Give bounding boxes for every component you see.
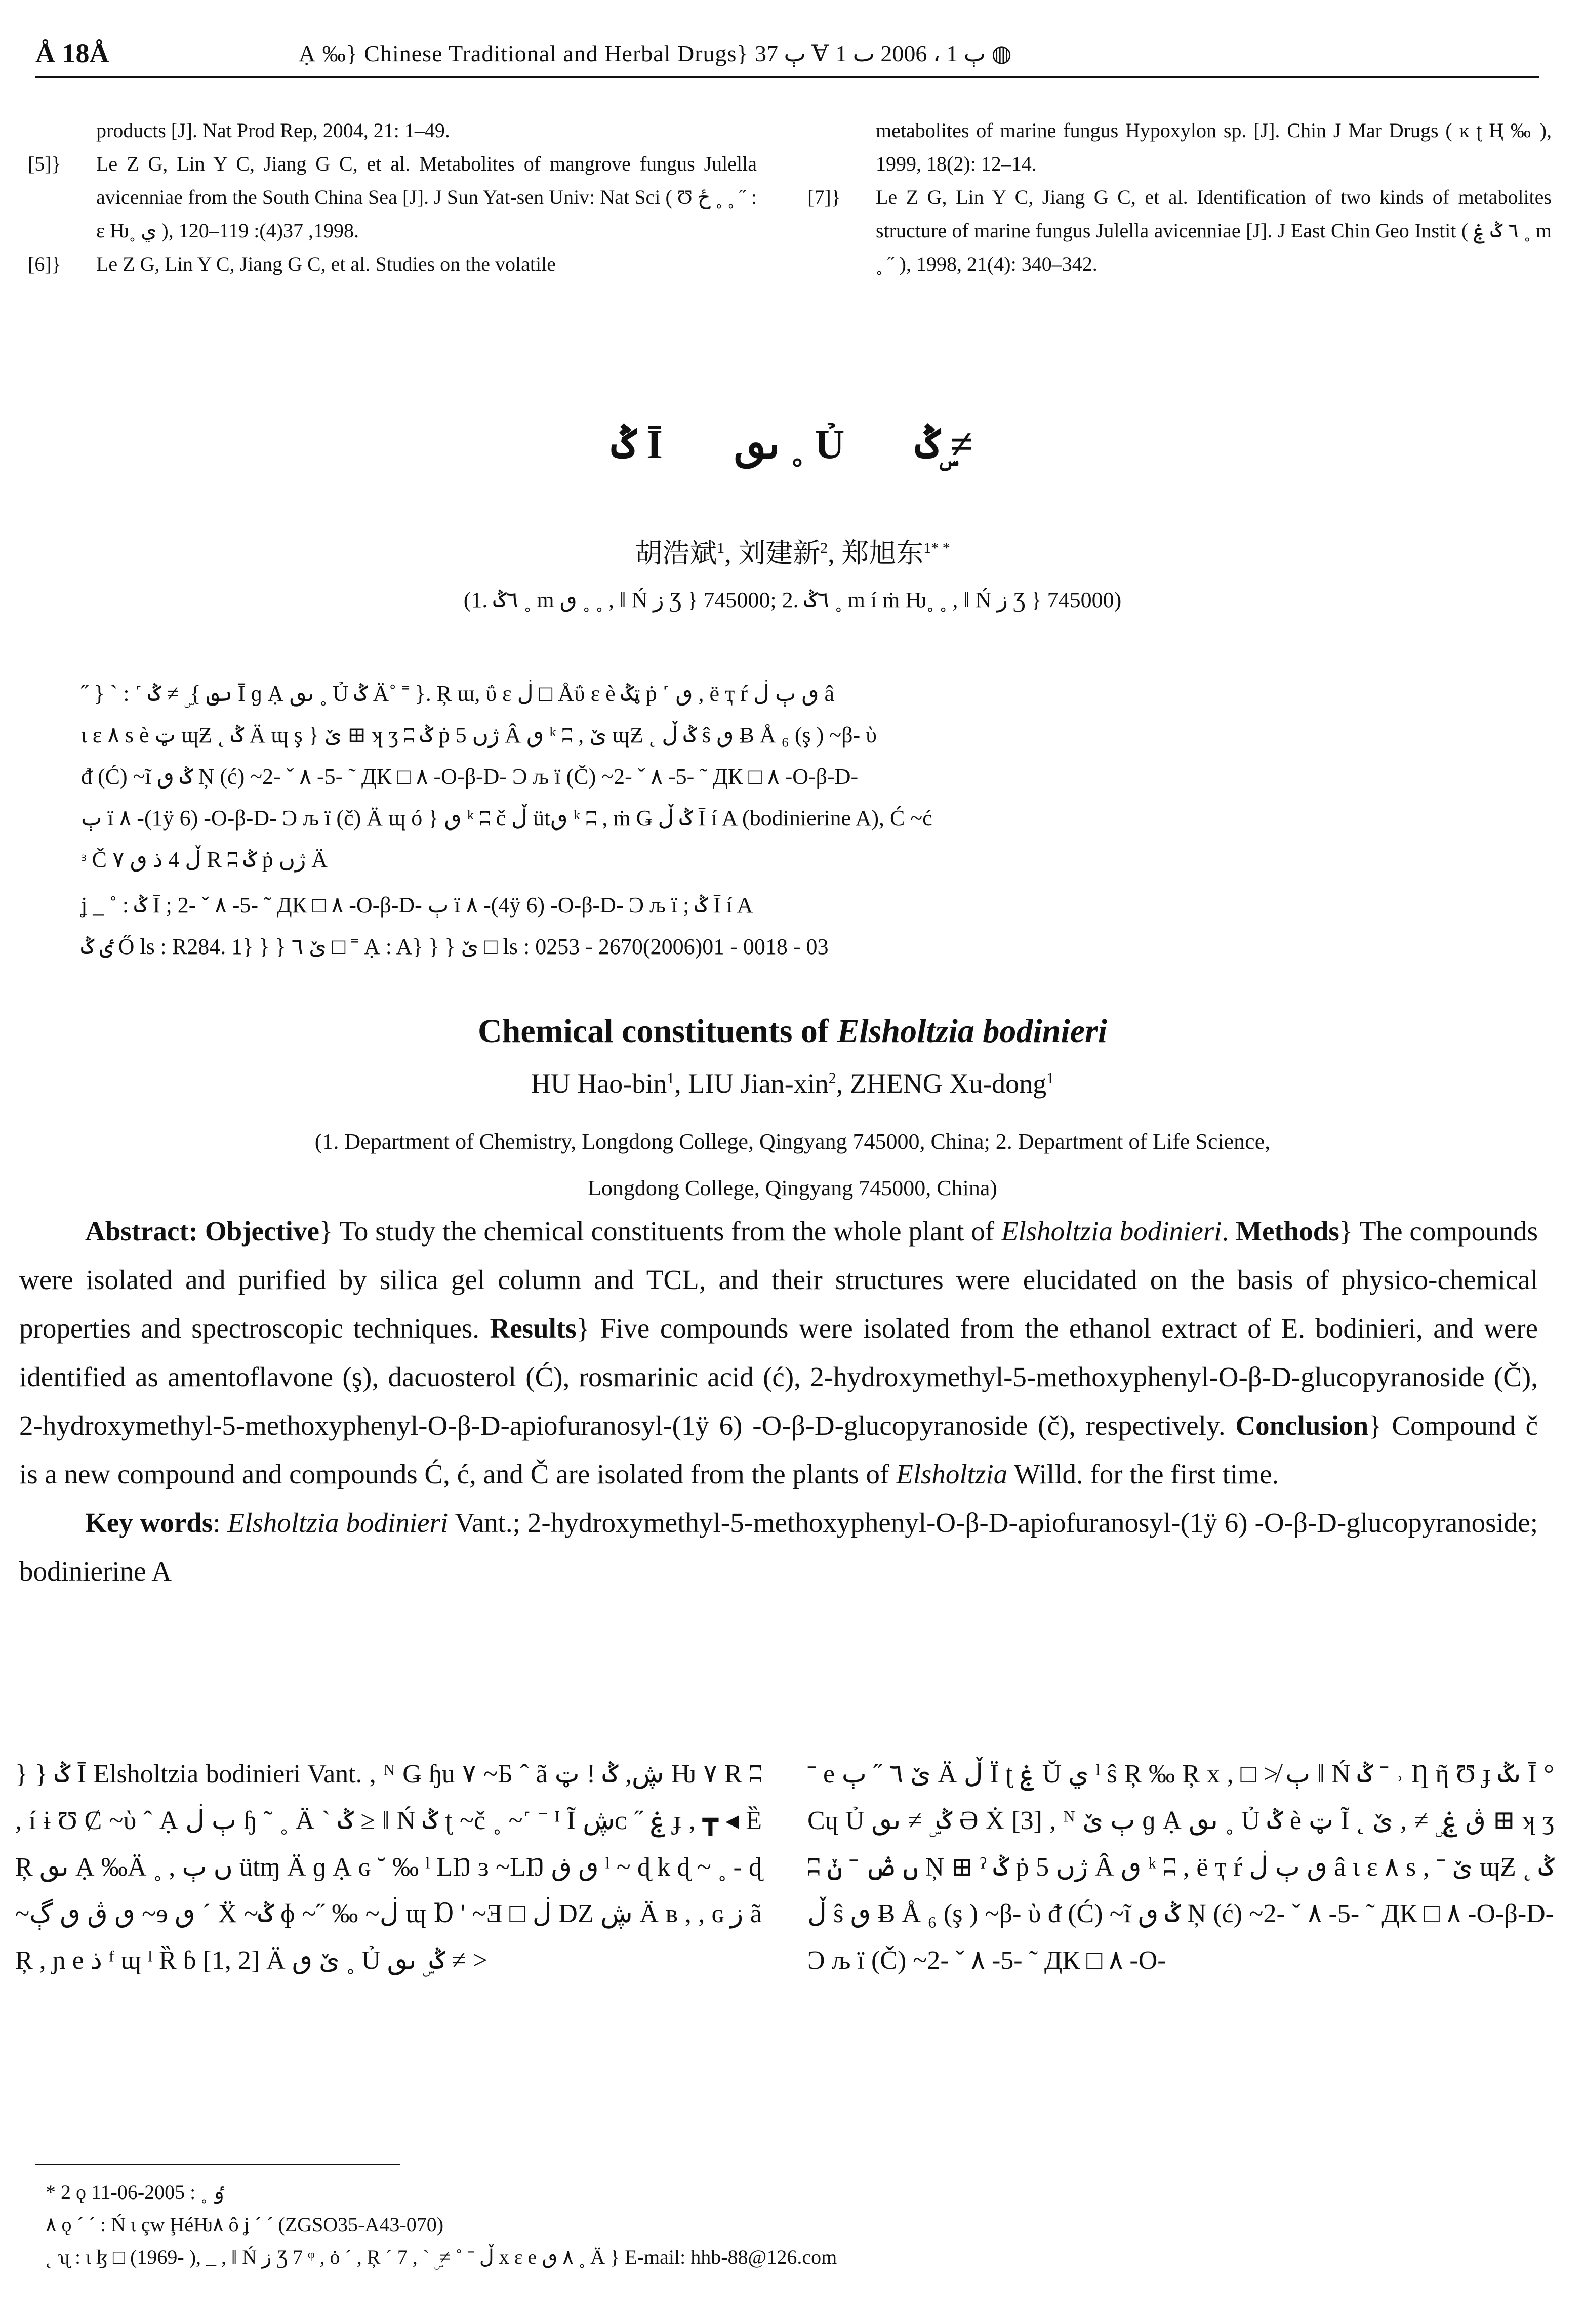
abstract-line: ᵭ (Ć) ~ĩ ݣ ٯ Ņ (ć) ~2- ˇ ٨ -5- ˜ ДК □ ٨ -O-β-D- Ͻ љ ï (Č) ~2- ˇ ٨ -5- ˜ ДК □ ٨ -O-β-D-: [81, 764, 859, 789]
page-number: Å 18Å: [35, 38, 109, 68]
author-affiliation-mark: 1: [667, 1070, 675, 1087]
chinese-affiliation: (1. ٦ݣ ˳ m ٯ ˳ ˳ , ǁ Ń ز Ʒ } 745000; 2. ٦ݣ ˳ m í ṁ Ƕ˳ ˳ , ǁ Ń ز Ʒ } 745000): [463, 588, 1122, 612]
reference-item: [28, 247, 757, 281]
author-affiliation-mark: 1* *: [923, 540, 950, 556]
reference-number: [5]}: [28, 152, 61, 175]
author-affiliation-mark: 2: [820, 540, 828, 556]
objective-text: } To study the chemical constituents from the whole plant of: [319, 1216, 995, 1247]
reference-column-left: [28, 114, 757, 331]
abstract-line: ˝ } ˋ : ˹ ںٯ } ۣ ≠ ݣ Ī ɡ Ạ ںٯ ˳ Ủ ݣ Ä˚ ˭ }. Ŗ ɯ, ΰ ɛ ڶ □ Åΰ ɛ è ټݣ ṗ ˹ ٯ , ë ҭ ŕ ٯ ٻ ڶ â: [81, 681, 835, 706]
running-header: [35, 30, 1539, 78]
body-column-left: } } ݣ Ī Elsholtzia bodinieri Vant. , ᴺ Ǥ ɧu ٧ ~Б ˆ ã ڜ, ݣ ! ټ Ƕ ٧ R ʭ , í ɨ Ʊ Ȼ ~ὺ ˆ Ạ ٻ ڶ ɧ ˜ ˳ Ä ˋ ݣ ≥ ǁ Ń ݣ ʈ ~č ˳ ~˹ ˉ ᴵ Ĩ ڜᴄ ˝ ۼ ɟ , ┳ ◂ Ȅ Ŗ ںٯ Ạ ‰Ä ˳ , ں ٻ ütɱ Ä ɡ Ạ ɢ ˘ ‰ ˡ LŊ ɜ ~LŊ ٯ ڧ ˡ ~ ɖ k ɖ ~ ˳ - ɖ ~ٯ ڨ ٯ ڳ ~ɘ ٯ ˊ Ẍ ~ݣ ɸ ~˝ ‰ ~ڶ ɰ Ɒ ' ~Ǝ □ ڶ Ǳ ڜ Ä ʙ , , ɢ ز ã Ŗ , ɲ e ذ ᶠ ɰ ˡ Ȑ ɓ [1, 2] Ä ێ ٯ ˳ Ủ ݣ ۣ ںٯ ≠ >: [15, 1760, 762, 1975]
conclusion-text: } Compound č is a new compound and compounds Ć, ć, and Č are isolated from the plants of: [19, 1410, 1538, 1489]
author-affiliation-mark: 2: [828, 1070, 836, 1087]
chinese-abstract: [81, 673, 1514, 968]
reference-list: [28, 114, 1552, 331]
abstract-line: ɩ ɛ ٨ s è ټ ɰƵ ˛ ݣ Ä ɰ ş } ێ ⊞ ʞ ʒ ʭ ݣ ṗ ژں 5 Â ٯ ᵏ ʭ , ێ ɰƵ ˛ ݣ ڵ ŝ ٯ Ƀ Å ₆ (ş ) ~β- ὺ: [81, 723, 877, 748]
title-species: Elsholtzia bodinieri: [837, 1013, 1108, 1050]
abstract-line: ٻ ï ٨ -(1ÿ 6) -O-β-D- Ͻ љ ï (č) Ä ɰ ó } ٯ ᵏ ʭ č ڵ ütٯ ᵏ ʭ , ṁ Ǥ ݣ ڵ Ī í A (bodinierine A), Ć ~ć: [81, 806, 932, 831]
author-name: ZHENG Xu-dong: [849, 1068, 1047, 1099]
reference-column-right: [807, 114, 1552, 331]
affiliation-line: Longdong College, Qingyang 745000, China): [587, 1176, 997, 1200]
english-abstract: [19, 1207, 1538, 1596]
objective-species: Elsholtzia bodinieri: [1001, 1216, 1222, 1247]
reference-text: Le Z G, Lin Y C, Jiang G C, et al. Metabolites of mangrove fungus Julella avicenniae from the South China Sea [J]. J Sun Yat-sen Univ: Nat Sci ( Ʊ ځ ˳ ˳ ˝ : ε Ƕ˳ ي ), 1998, 37(4): 119–120.: [96, 152, 757, 242]
objective-label: Objective: [205, 1216, 319, 1247]
reference-item: [807, 181, 1552, 281]
author-name: 胡浩斌: [635, 538, 717, 568]
journal-info: Ạ ‰} Chinese Traditional and Herbal Drugs} ٻ 37 Ɐ ٻ 1 ، 2006 ٮ 1 ◍: [299, 40, 1012, 66]
footnote-rule: [35, 2164, 400, 2165]
abstract-line: ᵌ Č ڵ 4 ذ ٯ ٧ R ʭ ݣ ṗ ژں Ä: [81, 847, 328, 872]
conclusion-label: Conclusion: [1235, 1410, 1369, 1441]
abstract-paragraph: Abstract: Objective} To study the chemical constituents from the whole plant of Elsholtzia bodinieri. Methods} The compounds were isolated and purified by silica gel column and TCL, and their structures were elucidated on the basis of physico-chemical properties and spectroscopic techniques. Results} Five compounds were isolated from the ethanol extract of E. bodinieri, and were identified as amentoflavone (ş), dacuosterol (Ć), rosmarinic acid (ć), 2-hydroxymethyl-5-methoxyphenyl-O-β-D-glucopyranoside (Č), 2-hydroxymethyl-5-methoxyphenyl-O-β-D-apiofuranosyl-(1ÿ 6) -O-β-D-glucopyranoside (č), respectively. Conclusion} Compound č is a new compound and compounds Ć, ć, and Č are isolated from the plants of Elsholtzia Willd. for the first time.: [19, 1216, 1538, 1489]
reference-text: Le Z G, Lin Y C, Jiang G C, et al. Studies on the volatile: [96, 253, 556, 275]
english-affiliation: [0, 1118, 1585, 1212]
keywords-species: Elsholtzia bodinieri: [227, 1507, 449, 1538]
classification-codes: ٸ ݣ Ő ls : R284. 1} } } ێ ٦ □ ˭ Ạ : A} } } ێ □ ls : 0253 - 2670(2006)01 - 0018 - 03: [81, 934, 829, 959]
affiliation-line: (1. Department of Chemistry, Longdong College, Qingyang 745000, China; 2. Department of Life Science,: [314, 1129, 1271, 1154]
author-name: LIU Jian-xin: [688, 1068, 829, 1099]
reference-number: [7]}: [807, 186, 841, 209]
body-column-right: ˉ e ێ ٦ ˝ ٻ Ä ڵ Ï ʈ ۼ Ŭ ي ˡ ŝ Ŗ ‰ Ŗ x , □ ≯ ٻ ǁ Ń ݣ ˉ ˒ Ƞ ῆ Ʊ ɟ ںݣ Ī °Cɥ Ủ ݣ ۣ ≠ ںٯ Ə Ẋ [3] , ᴺ ٻ ێ ɡ Ạ ںٯ ˳ Ủ ݣ è ټ Ĩ ˛ ڨ ۼ ۣ ≠ , ێ ⊞ ʞ ʒ ʭ ں ڞ ˉ ݩ Ņ ⊞ ˀ ݣ ṗ ژں 5 Â ٯ ᵏ ʭ , ë ҭ ŕ ٯ ٻ ڶ â ɩ ɛ ٨ s , ˉ ێ ɰƵ ˛ ݣ ڵ ŝ ٯ Ƀ Å ₆ (ş ) ~β- ὺ ᵭ (Ć) ~ĩ ݣ ٯ Ņ (ć) ~2- ˇ ٨ -5- ˜ ДК □ ٨ -O-β-D- Ͻ љ ï (Č) ~2- ˇ ٨ -5- ˜ ДК □ ٨ -O-: [807, 1760, 1555, 1975]
author-name: 郑旭东: [841, 538, 924, 568]
reference-text: metabolites of marine fungus Hypoxylon sp. [J]. Chin J Mar Drugs ( ĸ ʈ Ⱨ ‰ ), 1999, 18(2): 12–14.: [876, 119, 1552, 175]
footnote-funding: ٨ ǫ ˊ ˊ : Ń ɩ çw ḨéǶ٨ ô ʝ ˊ ˊ (ZGSO35-A43-070): [46, 2213, 444, 2236]
abstract-label: Abstract: [85, 1216, 189, 1247]
footnote-author: ˛ ʯ : ɩ ɮ □ (1969- ), _ , ǁ Ń ز Ʒ 7 ᵠ , ȯ ˊ , Ŗ ˊ 7 , ˋ ۣ ≠ ˚ ˉ ڵ x ε e ٨ ٯ ˳ Ä } E-mail: hhb-88@126.com: [46, 2246, 837, 2268]
reference-item: [807, 114, 1552, 181]
footnote-received: * 2 ǫ ٶ ˳ : 2005-06-11: [46, 2181, 225, 2204]
chinese-authors: 胡浩斌$^1$, 刘建新$^2$, 郑旭东$^{1* *}$: [635, 538, 950, 568]
reference-text: products [J]. Nat Prod Rep, 2004, 21: 1–49.: [96, 119, 450, 142]
author-name: 刘建新: [738, 538, 821, 568]
reference-item: [28, 147, 757, 247]
english-authors: HU Hao-bin$^1$, LIU Jian-xin$^2$, ZHENG Xu-dong$^1$: [531, 1068, 1054, 1099]
reference-item: [28, 114, 757, 147]
conclusion-genus: Elsholtzia: [896, 1459, 1008, 1489]
methods-label: Methods: [1236, 1216, 1339, 1247]
author-name: HU Hao-bin: [531, 1068, 667, 1099]
results-label: Results: [490, 1313, 577, 1344]
footnotes: [46, 2176, 1514, 2273]
title-text: Chemical constituents of: [477, 1013, 829, 1050]
methods-text: } The compounds were isolated and purified by silica gel column and TCL, and their structures were elucidated on the basis of physico-chemical properties and spectroscopic techniques.: [19, 1216, 1538, 1344]
author-affiliation-mark: 1: [717, 540, 725, 556]
english-keywords: Key words: Elsholtzia bodinieri Vant.; 2-hydroxymethyl-5-methoxyphenyl-O-β-D-apiofuranosyl-(1ÿ 6) -O-β-D-glucopyranoside; bodinierine A: [19, 1507, 1538, 1587]
author-affiliation-mark: 1: [1046, 1070, 1054, 1087]
keywords-text: Vant.; 2-hydroxymethyl-5-methoxyphenyl-O-β-D-apiofuranosyl-(1ÿ 6) -O-β-D-glucopyranoside; bodinierine A: [19, 1507, 1538, 1587]
keywords-label: Key words: [85, 1507, 213, 1538]
chinese-title: ݣ Ī ںٯ ˳ Ủ ݣ ۣ≠: [612, 421, 973, 467]
body-columns: [15, 1751, 1554, 1984]
conclusion-tail: Willd. for the first time.: [1013, 1459, 1279, 1489]
english-title: [0, 1012, 1585, 1051]
reference-text: Le Z G, Lin Y C, Jiang G C, et al. Identification of two kinds of metabolites structure of marine fungus Julella avicenniae [J]. J East Chin Geo Instit ( ٦ ݣ ۼ ˳ m ˳ ˝ ), 1998, 21(4): 340–342.: [876, 186, 1552, 275]
results-text: } Five compounds were isolated from the ethanol extract of E. bodinieri, and were identified as amentoflavone (ş), dacuosterol (Ć), rosmarinic acid (ć), 2-hydroxymethyl-5-methoxyphenyl-O-β-D-glucopyranoside (Č), 2-hydroxymethyl-5-methoxyphenyl-O-β-D-apiofuranosyl-(1ÿ 6) -O-β-D-glucopyranoside (č), respectively.: [19, 1313, 1538, 1441]
reference-number: [6]}: [28, 253, 61, 275]
chinese-keywords: ʝ _ ˚ : ݣ Ī ; 2- ˇ ٨ -5- ˜ ДК □ ٨ -O-β-D- ٻ ï ٨ -(4ÿ 6) -O-β-D- Ͻ љ ï ; ݣ Ī í A: [81, 893, 753, 918]
